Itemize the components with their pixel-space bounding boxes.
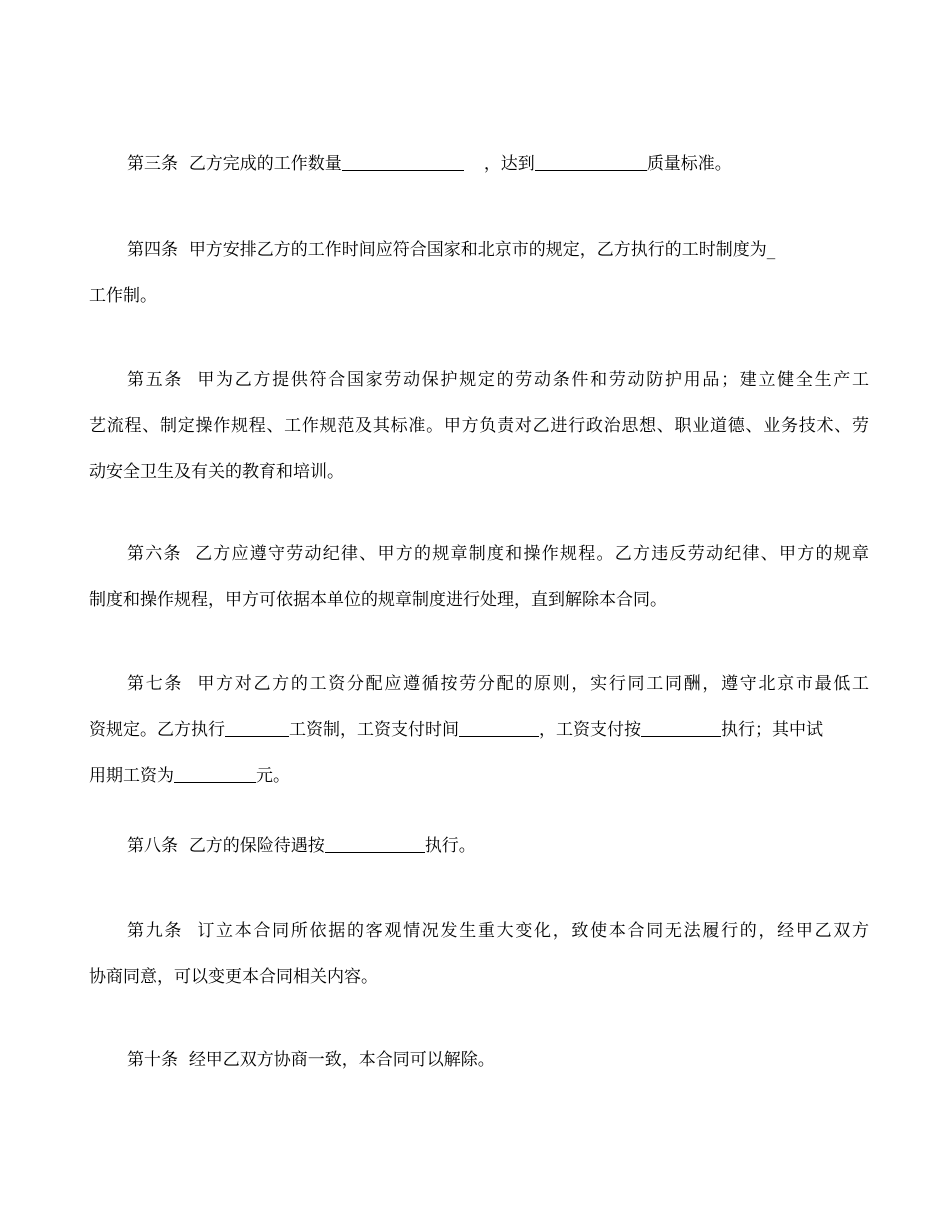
article-7-line-1: 甲方对乙方的工资分配应遵循按劳分配的原则，实行同工同酬，遵守北京市最低工 <box>197 674 870 694</box>
insurance-blank[interactable] <box>325 834 425 853</box>
article-3-text-2: ，达到 <box>483 154 535 174</box>
payment-method-blank[interactable] <box>641 718 721 737</box>
article-3-heading: 第三条 <box>127 154 178 174</box>
article-6-line-2: 制度和操作规程，甲方可依据本单位的规章制度进行处理，直到解除本合同。 <box>89 590 667 610</box>
article-6-heading: 第六条 <box>127 544 182 564</box>
probation-wage-blank[interactable] <box>174 764 256 783</box>
article-7 <box>89 661 869 799</box>
article-8-text-2: 执行。 <box>424 836 476 856</box>
article-5-line-2: 艺流程、制定操作规程、工作规范及其标准。甲方负责对乙进行政治思想、职业道德、业务技术、劳 <box>89 416 869 436</box>
article-8-heading: 第八条 <box>127 836 178 856</box>
article-5-line-3: 动安全卫生及有关的教育和培训。 <box>89 462 344 482</box>
wage-system-blank[interactable] <box>225 718 289 737</box>
payment-time-blank[interactable] <box>459 718 539 737</box>
article-7-text-2a: 资规定。乙方执行 <box>89 720 225 740</box>
article-5 <box>89 357 869 495</box>
work-quantity-blank[interactable] <box>342 152 464 171</box>
article-8 <box>89 823 869 869</box>
article-9-heading: 第九条 <box>127 921 184 941</box>
article-6-line-1: 乙方应遵守劳动纪律、甲方的规章制度和操作规程。乙方违反劳动纪律、甲方的规章 <box>195 544 870 564</box>
quality-standard-blank[interactable] <box>535 152 647 171</box>
article-4-text-2: 工作制。 <box>89 286 157 306</box>
article-5-line-1: 甲为乙方提供符合国家劳动保护规定的劳动条件和劳动防护用品；建立健全生产工 <box>197 370 870 390</box>
article-4-heading: 第四条 <box>127 240 178 260</box>
article-4 <box>89 227 869 319</box>
article-9 <box>89 908 869 1000</box>
article-9-line-1: 订立本合同所依据的客观情况发生重大变化，致使本合同无法履行的，经甲乙双方 <box>197 921 870 941</box>
article-7-text-2d: 执行；其中试 <box>721 720 823 740</box>
article-7-text-3a: 用期工资为 <box>89 766 174 786</box>
article-10 <box>89 1037 869 1083</box>
article-10-heading: 第十条 <box>127 1050 178 1070</box>
article-6 <box>89 531 869 623</box>
article-7-text-2b: 工资制，工资支付时间 <box>289 720 459 740</box>
article-8-text-1: 乙方的保险待遇按 <box>188 836 325 856</box>
article-3-text-3: 质量标准。 <box>646 154 732 174</box>
article-9-line-2: 协商同意，可以变更本合同相关内容。 <box>89 967 378 987</box>
article-10-text-1: 经甲乙双方协商一致，本合同可以解除。 <box>188 1050 495 1070</box>
article-7-text-3b: 元。 <box>256 766 290 786</box>
article-4-text-1: 甲方安排乙方的工作时间应符合国家和北京市的规定，乙方执行的工时制度为_ <box>188 240 776 260</box>
article-3-text-1: 乙方完成的工作数量 <box>188 154 342 174</box>
article-3 <box>89 141 869 187</box>
article-5-heading: 第五条 <box>127 370 184 390</box>
article-7-heading: 第七条 <box>127 674 184 694</box>
article-7-text-2c: ，工资支付按 <box>539 720 641 740</box>
